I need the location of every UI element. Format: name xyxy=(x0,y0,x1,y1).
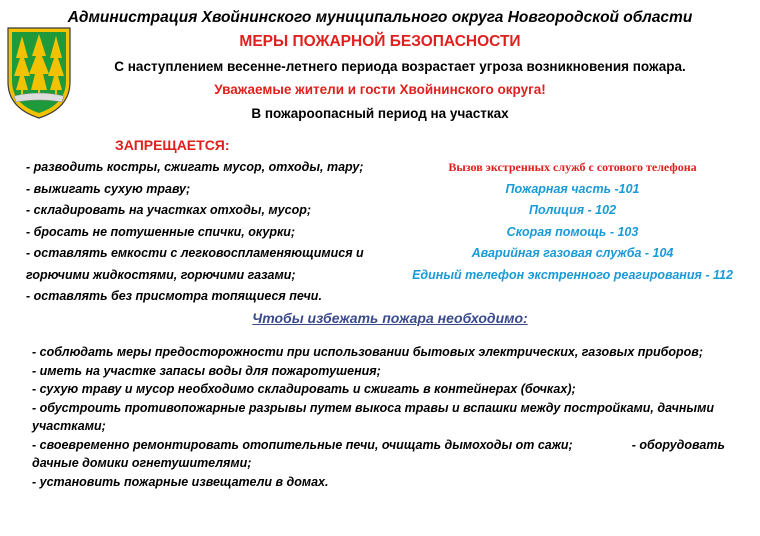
emergency-number: Скорая помощь - 103 xyxy=(506,224,639,239)
emergency-header: Вызов экстренных служб с сотового телефона xyxy=(448,160,697,174)
list-item: дачные домики огнетушителями; xyxy=(32,456,252,470)
list-item: - бросать не потушенные спички, окурки; xyxy=(26,224,296,239)
list-item: - разводить костры, сжигать мусор, отходы, тару; xyxy=(26,160,364,174)
list-item: участками; xyxy=(32,419,106,433)
intro-line: С наступлением весенне-летнего периода возрастает угроза возникновения пожара. xyxy=(114,59,686,74)
appeal-line: Уважаемые жители и гости Хвойнинского округа! xyxy=(214,82,546,97)
emergency-number: Полиция - 102 xyxy=(528,203,617,217)
list-item: - установить пожарные извещатели в домах. xyxy=(32,474,329,489)
emergency-list xyxy=(395,157,750,286)
necessary-heading: Чтобы избежать пожара необходимо: xyxy=(252,310,528,326)
org-title: Администрация Хвойнинского муниципального округа Новгородской области xyxy=(67,9,693,26)
prohibited-list xyxy=(26,157,396,308)
list-item: - выжигать сухую траву; xyxy=(26,181,191,196)
list-item: - складировать на участках отходы, мусор; xyxy=(26,203,311,217)
list-item: - своевременно ремонтировать отопительные печи, очищать дымоходы от сажи; - оборудовать xyxy=(32,437,725,452)
measures-title: МЕРЫ ПОЖАРНОЙ БЕЗОПАСНОСТИ xyxy=(239,33,521,50)
list-item: - иметь на участке запасы воды для пожаротушения; xyxy=(32,363,381,378)
prohibited-heading: ЗАПРЕЩАЕТСЯ: xyxy=(115,137,230,153)
necessary-list xyxy=(32,343,732,491)
list-item: - сухую траву и мусор необходимо складировать и сжигать в контейнерах (бочках); xyxy=(32,382,576,396)
list-item: горючими жидкостями, горючими газами; xyxy=(26,267,296,282)
list-item: - обустроить противопожарные разрывы путем выкоса травы и вспашки между постройками, дачными xyxy=(32,400,714,415)
list-item: - соблюдать меры предосторожности при использовании бытовых электрических, газовых приборов; xyxy=(32,345,704,359)
list-item: - оставлять без присмотра топящиеся печи. xyxy=(26,289,322,303)
emergency-number: Аварийная газовая служба - 104 xyxy=(471,246,674,260)
emergency-number: Пожарная часть -101 xyxy=(505,181,640,196)
period-line: В пожароопасный период на участках xyxy=(251,106,509,121)
list-item: - оставлять емкости с легковоспламеняющимися и xyxy=(26,246,364,260)
emergency-number: Единый телефон экстренного реагирования - 112 xyxy=(412,267,733,282)
